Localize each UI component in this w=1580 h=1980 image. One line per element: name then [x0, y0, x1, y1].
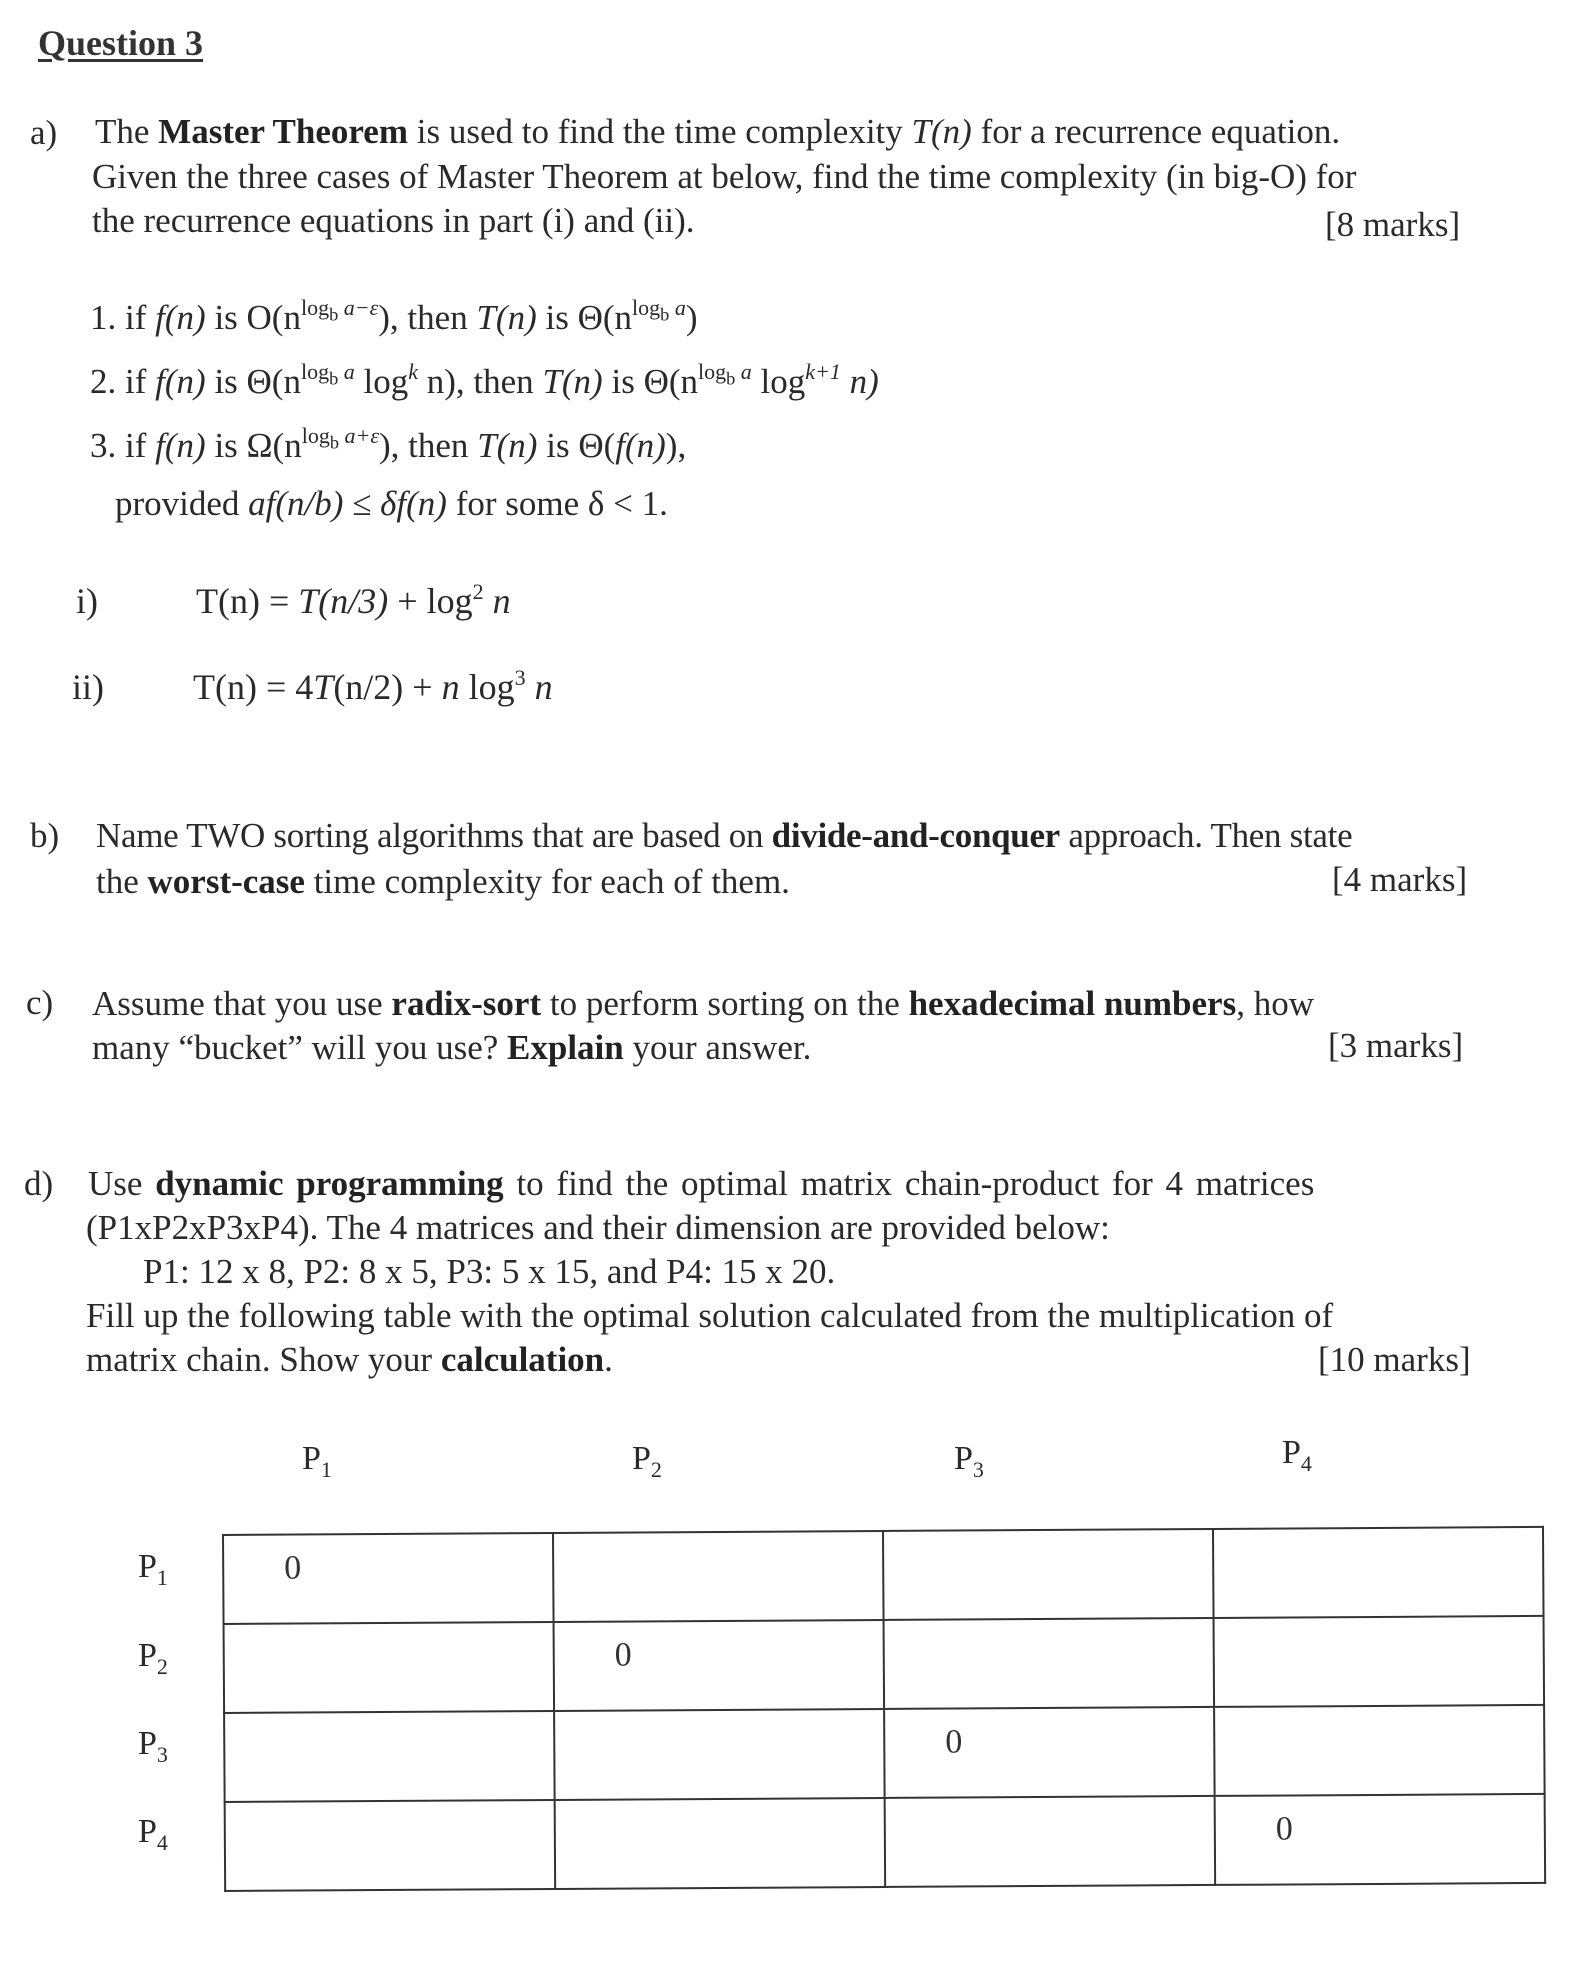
exp: 3: [514, 665, 526, 690]
row-header-p4: [138, 1813, 168, 1856]
exp: log: [300, 359, 330, 384]
row-header-p1: [138, 1548, 168, 1591]
part-d-line-1: [88, 1162, 1314, 1206]
cell-value: 0: [284, 1549, 302, 1587]
text: P: [138, 1725, 157, 1762]
table-cell[interactable]: [554, 1709, 885, 1800]
text: P: [138, 1548, 157, 1585]
text: for some δ < 1.: [446, 484, 668, 523]
exp-rest: a−ε: [338, 295, 379, 320]
row-header-p3: [138, 1725, 168, 1768]
text: is Θ(n: [602, 362, 698, 401]
table-cell[interactable]: [884, 1618, 1215, 1709]
part-c-label: c): [26, 983, 54, 1022]
text: P: [954, 1440, 973, 1477]
text: approach. Then state: [1059, 816, 1353, 855]
text: is used to find the time complexity: [407, 112, 912, 151]
case-number: 2.: [90, 362, 117, 401]
table-cell[interactable]: [1214, 1705, 1545, 1796]
subscript: 2: [650, 1456, 662, 1482]
exp-rest: a: [669, 295, 686, 320]
table-cell[interactable]: [224, 1622, 555, 1713]
exp: log: [300, 295, 330, 320]
master-case-2: [90, 359, 879, 402]
part-a-line-2: Given the three cases of Master Theorem at below, find the time complexity (in big-O) for: [92, 157, 1357, 196]
table-cell[interactable]: [1214, 1616, 1545, 1707]
part-a-line-1: [95, 110, 1340, 154]
text: .: [604, 1340, 613, 1379]
math: n: [441, 667, 460, 707]
math-t: T(n): [477, 426, 538, 465]
text: (n/2) +: [333, 667, 442, 707]
math-f: f(n): [155, 362, 206, 401]
question-title: Question 3: [38, 23, 204, 63]
table-cell[interactable]: [223, 1533, 554, 1624]
text: time complexity for each of them.: [304, 862, 790, 901]
part-c-line-2: [92, 1026, 811, 1070]
matrix-chain-table: [222, 1526, 1546, 1892]
part-c-line-1: [92, 982, 1314, 1026]
text: ),: [665, 426, 687, 465]
part-d-label: d): [24, 1164, 54, 1203]
math: n: [525, 667, 553, 707]
text: the: [96, 862, 148, 901]
math-tn: T(n): [911, 112, 972, 151]
math-f: f(n): [155, 426, 206, 465]
table-cell[interactable]: [885, 1796, 1216, 1887]
eq-label-ii: ii): [72, 667, 104, 707]
text: provided: [115, 484, 249, 523]
math-f: f(n): [155, 298, 206, 337]
text: P: [302, 1440, 321, 1477]
exp-rest: a: [338, 359, 355, 384]
part-a-line-3: the recurrence equations in part (i) and (ii).: [92, 201, 695, 240]
cell-value: 0: [614, 1636, 632, 1674]
bold-text: worst-case: [147, 862, 305, 901]
table-row: [223, 1527, 1544, 1624]
subscript: 1: [156, 1564, 168, 1590]
text: if: [125, 426, 156, 465]
table-cell[interactable]: [555, 1798, 886, 1889]
col-header-p1: [302, 1440, 332, 1483]
text: matrix chain. Show your: [86, 1340, 441, 1379]
exp-sub: b: [329, 304, 339, 325]
col-header-p4: [1282, 1434, 1312, 1477]
part-d-marks: [10 marks]: [1318, 1340, 1471, 1379]
part-b-line-2: [96, 860, 790, 904]
exp: log: [632, 295, 661, 320]
text: n), then: [418, 362, 543, 401]
exp-sub: b: [329, 368, 339, 389]
part-d-line-2: (P1xP2xP3xP4). The 4 matrices and their dimension are provided below:: [86, 1208, 1110, 1247]
math: T(n/3): [298, 581, 389, 621]
text: The: [95, 112, 159, 151]
exp-rest: a: [735, 359, 752, 384]
eq-label-i: i): [76, 581, 98, 621]
bold-text: Master Theorem: [158, 112, 408, 151]
text: for a recurrence equation.: [971, 112, 1341, 151]
text: if: [125, 298, 156, 337]
text: + log: [388, 581, 473, 621]
case-number: 1.: [90, 298, 117, 337]
bold-text: hexadecimal numbers: [908, 984, 1237, 1023]
equation-ii: [193, 666, 553, 708]
part-b-marks: [4 marks]: [1332, 860, 1468, 899]
part-d-dimensions: P1: 12 x 8, P2: 8 x 5, P3: 5 x 15, and P4: 15 x 20.: [143, 1252, 836, 1291]
math-t: T(n): [542, 362, 603, 401]
exp: 2: [472, 579, 484, 604]
text: P: [1282, 1434, 1301, 1471]
text: ): [685, 298, 698, 337]
col-header-p2: [632, 1440, 662, 1483]
part-d-line-4: Fill up the following table with the optimal solution calculated from the multiplication of: [86, 1296, 1334, 1335]
cell-value: 0: [1275, 1810, 1293, 1848]
subscript: 4: [156, 1829, 168, 1855]
math: T: [313, 667, 334, 707]
table-cell[interactable]: [1213, 1527, 1544, 1618]
text: is O(n: [205, 298, 301, 337]
text: P: [632, 1440, 651, 1477]
text: is Θ(n: [536, 298, 633, 337]
text: many “bucket” will you use?: [92, 1028, 508, 1067]
text: log: [459, 667, 515, 707]
master-case-3: [90, 423, 687, 466]
subscript: 2: [156, 1653, 168, 1679]
text: Use: [88, 1164, 156, 1203]
table-cell[interactable]: [224, 1711, 555, 1802]
table-cell[interactable]: [883, 1529, 1214, 1620]
table-row: [225, 1794, 1546, 1891]
table-cell[interactable]: [1215, 1794, 1546, 1885]
table-cell[interactable]: [554, 1620, 885, 1711]
math: af(n/b) ≤ δf(n): [248, 484, 447, 523]
text: Assume that you use: [92, 984, 392, 1023]
text: is Θ(n: [205, 362, 301, 401]
math-f: f(n): [615, 426, 666, 465]
part-d-line-5: [86, 1338, 613, 1382]
part-a-label: a): [30, 113, 58, 152]
exp: log: [698, 359, 727, 384]
text: is Θ(: [537, 426, 616, 465]
table-row: [224, 1705, 1545, 1802]
text: log: [751, 362, 806, 401]
subscript: 1: [320, 1456, 332, 1482]
text: T(n) =: [196, 581, 299, 621]
text: P: [138, 1637, 157, 1674]
text: n): [840, 362, 879, 401]
cell-value: 0: [945, 1723, 963, 1761]
bold-text: Explain: [507, 1028, 624, 1067]
table-cell[interactable]: [553, 1531, 884, 1622]
text: is Ω(n: [205, 426, 302, 465]
exp: k+1: [805, 359, 841, 384]
master-case-1: [90, 295, 698, 338]
text: to find the optimal matrix chain-product for 4 matrices: [503, 1164, 1315, 1203]
part-c-marks: [3 marks]: [1328, 1026, 1464, 1065]
subscript: 3: [156, 1741, 168, 1767]
bold-text: dynamic programming: [155, 1164, 504, 1203]
exp-sub: b: [660, 304, 670, 325]
text: if: [125, 362, 156, 401]
text: log: [354, 362, 409, 401]
master-proviso: [115, 484, 668, 524]
exp-rest: a+ε: [339, 423, 380, 448]
text: ), then: [379, 426, 478, 465]
part-b-label: b): [30, 816, 60, 855]
exp: log: [301, 423, 330, 448]
part-b-line-1: [96, 814, 1352, 858]
text: T(n) = 4: [193, 667, 314, 707]
text: ), then: [378, 298, 477, 337]
math: n: [483, 581, 511, 621]
subscript: 3: [972, 1456, 984, 1482]
text: to perform sorting on the: [541, 984, 909, 1023]
text: your answer.: [623, 1028, 812, 1067]
bold-text: calculation: [440, 1340, 605, 1379]
bold-text: divide-and-conquer: [771, 816, 1060, 855]
bold-text: radix-sort: [391, 984, 542, 1023]
part-a-marks: [8 marks]: [1325, 205, 1461, 244]
subscript: 4: [1300, 1450, 1312, 1476]
table-cell[interactable]: [884, 1707, 1215, 1798]
col-header-p3: [954, 1440, 984, 1483]
text: Name TWO sorting algorithms that are based on: [96, 816, 772, 855]
text: , how: [1236, 984, 1314, 1023]
math-t: T(n): [476, 298, 537, 337]
exp-sub: b: [726, 368, 736, 389]
equation-i: [196, 580, 511, 622]
text: P: [138, 1813, 157, 1850]
row-header-p2: [138, 1637, 168, 1680]
exp-sub: b: [329, 432, 339, 453]
table-cell[interactable]: [225, 1800, 556, 1891]
table-row: [224, 1616, 1545, 1713]
case-number: 3.: [90, 426, 117, 465]
exp: k: [408, 359, 419, 384]
